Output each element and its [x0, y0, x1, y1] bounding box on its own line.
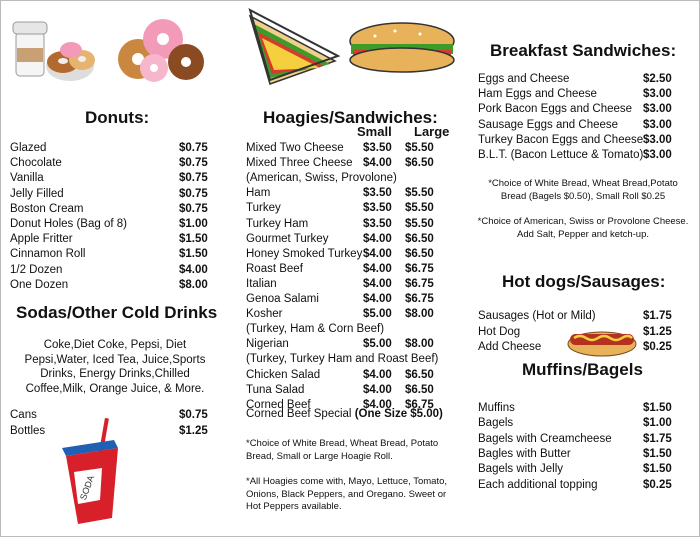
menu-item-name: B.L.T. (Bacon Lettuce & Tomato) [478, 149, 644, 161]
menu-item-name: Bagels with Jelly [478, 463, 564, 476]
menu-item [478, 478, 672, 493]
menu-item-price: $0.75 [179, 142, 208, 154]
menu-item [10, 424, 208, 439]
menu-item [246, 247, 434, 262]
menu-item [478, 102, 672, 117]
menu-item [246, 171, 397, 186]
menu-item-price: $3.00 [643, 149, 672, 161]
soda-cup-label: SODA [77, 473, 97, 502]
hoagie-special [246, 407, 443, 422]
menu-item-name: Bagels with Creamcheese [478, 432, 612, 445]
menu-item-large: $8.00 [405, 308, 434, 321]
menu-item-small: $4.00 [363, 232, 392, 245]
menu-item [246, 292, 434, 307]
menu-item-price: $4.00 [179, 263, 208, 276]
menu-item-price: $0.75 [179, 157, 208, 170]
menu-item-name: Roast Beef [246, 262, 303, 275]
menu-item [478, 148, 672, 163]
menu-item-name: Donut Holes (Bag of 8) [10, 218, 127, 230]
hotdog-icon [566, 322, 638, 360]
menu-item-small: $3.50 [363, 217, 392, 230]
menu-item-small: $4.00 [363, 157, 392, 170]
menu-item-name: Italian [246, 277, 277, 290]
menu-item-name: Honey Smoked Turkey [246, 247, 363, 260]
menu-item [246, 186, 434, 201]
menu-item-name: Chocolate [10, 157, 62, 170]
menu-item [246, 262, 434, 277]
sandwich-icon [240, 6, 345, 88]
menu-item-large: $6.50 [405, 247, 434, 260]
menu-item-large: $6.75 [405, 262, 434, 275]
menu-item-price: $1.50 [643, 402, 672, 414]
menu-item-small: $4.00 [363, 277, 392, 290]
menu-item-name: Add Cheese [478, 341, 542, 353]
menu-item-name: Mixed Three Cheese [246, 157, 353, 170]
sodas-title: Sodas/Other Cold Drinks [16, 303, 218, 322]
menu-item [10, 278, 208, 293]
coffee-donut-icon [8, 14, 98, 86]
menu-item [478, 432, 672, 447]
menu-item [246, 201, 434, 216]
hoagie-special-name: Corned Beef Special [246, 408, 355, 420]
menu-item-name: Each additional topping [478, 478, 598, 491]
menu-item-price: $1.25 [179, 424, 208, 437]
menu-item-name: Hot Dog [478, 325, 521, 338]
menu-item [10, 171, 208, 186]
menu-item-price: $3.00 [643, 133, 672, 146]
menu-item-price: $1.50 [643, 447, 672, 460]
menu-item [246, 368, 434, 383]
menu-item [478, 340, 672, 355]
donuts-icon [108, 14, 208, 86]
menu-item-large: $6.50 [405, 383, 434, 396]
menu-item [10, 156, 208, 171]
muffins-title: Muffins/Bagels [522, 360, 643, 379]
menu-item-name: Turkey Ham [246, 217, 309, 230]
menu-item-price: $1.75 [643, 310, 672, 322]
menu-item-small: $4.00 [363, 383, 392, 396]
menu-item-price: $0.75 [179, 409, 208, 421]
menu-item-name: Bagels [478, 417, 514, 430]
menu-item-small: $5.00 [363, 308, 392, 321]
menu-item [10, 408, 208, 423]
menu-item [10, 187, 208, 202]
menu-item-price: $1.50 [179, 248, 208, 261]
menu-item-name: (Turkey, Ham & Corn Beef) [246, 323, 385, 336]
menu-item [246, 217, 434, 232]
menu-item [246, 141, 434, 156]
menu-item-small: $4.00 [363, 368, 392, 381]
menu-item-name: Pork Bacon Eggs and Cheese [478, 103, 633, 116]
menu-item-large: $6.75 [405, 398, 434, 411]
menu-item [478, 447, 672, 462]
menu-item-name: Jelly Filled [10, 187, 64, 200]
menu-item-price: $1.50 [179, 233, 208, 246]
menu-item-name: Ham Eggs and Cheese [478, 88, 597, 101]
menu-item [246, 337, 434, 352]
menu-item-name: Glazed [10, 142, 47, 154]
breakfast-bread-note: *Choice of White Bread, Wheat Bread,Potato Bread (Bagels $0.50), Small Roll $0.25 [488, 178, 678, 202]
hoagies-small-header: Small [357, 124, 392, 139]
hoagies-bread-note: *Choice of White Bread, Wheat Bread, Potato Bread, Small or Large Hoagie Roll. [246, 438, 439, 462]
menu-item-name: Corned Beef [246, 398, 311, 411]
menu-item [478, 118, 672, 133]
menu-item-name: Chicken Salad [246, 368, 321, 381]
menu-item-price: $8.00 [179, 278, 208, 291]
menu-item-large: $5.50 [405, 187, 434, 200]
menu-item [478, 87, 672, 102]
menu-item [246, 383, 434, 398]
menu-item-name: Sausages (Hot or Mild) [478, 310, 596, 322]
menu-item [478, 133, 672, 148]
menu-item-name: Bottles [10, 424, 46, 437]
menu-item-name: Mixed Two Cheese [246, 142, 344, 154]
menu-item-price: $3.00 [643, 118, 672, 131]
menu-item [478, 72, 672, 87]
menu-item-name: Muffins [478, 402, 515, 414]
menu-item-name: Eggs and Cheese [478, 73, 570, 85]
menu-item [246, 156, 434, 171]
menu-item [10, 202, 208, 217]
menu-item-small: $4.00 [363, 398, 392, 411]
menu-item-large: $6.50 [405, 368, 434, 381]
menu-item-price: $0.25 [643, 341, 672, 353]
menu-item [246, 277, 434, 292]
menu-item-price: $1.25 [643, 325, 672, 338]
menu-item-name: (Turkey, Turkey Ham and Roast Beef) [246, 353, 439, 366]
breakfast-cheese-note: *Choice of American, Swiss or Provolone Cheese. Add Salt, Pepper and ketch-up. [477, 216, 689, 240]
menu-item-price: $1.50 [643, 463, 672, 476]
hoagies-title: Hoagies/Sandwiches: [263, 108, 438, 127]
menu-item [478, 416, 672, 431]
menu-item-large: $5.50 [405, 142, 434, 154]
menu-item-small: $3.50 [363, 187, 392, 200]
menu-item-name: (American, Swiss, Provolone) [246, 172, 397, 185]
menu-item-name: Kosher [246, 308, 283, 321]
menu-item [478, 325, 672, 340]
donuts-title: Donuts: [85, 108, 150, 127]
menu-item-name: Boston Cream [10, 202, 84, 215]
menu-item-name: Turkey [246, 202, 281, 215]
sub-sandwich-icon [345, 16, 460, 78]
menu-item [246, 322, 384, 337]
menu-item-large: $6.75 [405, 293, 434, 305]
hoagies-toppings-note: *All Hoagies come with, Mayo, Lettuce, Tomato, Onions, Black Peppers, and Oregano. Sweet or Hot Peppers available. [246, 476, 448, 512]
menu-item-name: Tuna Salad [246, 383, 305, 396]
menu-item-name: Apple Fritter [10, 233, 73, 246]
menu-item [10, 232, 208, 247]
breakfast-title: Breakfast Sandwiches: [490, 41, 677, 60]
menu-item-price: $1.75 [643, 432, 672, 445]
menu-item-name: Cinnamon Roll [10, 248, 86, 261]
menu-item-name: Ham [246, 187, 271, 200]
hoagie-special-price: (One Size $5.00) [354, 408, 443, 420]
menu-item-name: 1/2 Dozen [10, 263, 63, 276]
menu-item [478, 309, 672, 324]
menu-item-small: $3.50 [363, 202, 392, 215]
menu-item-large: $6.75 [405, 277, 434, 290]
sodas-description: Coke,Diet Coke, Pepsi, Diet Pepsi,Water, Iced Tea, Juice,Sports Drinks, Energy Drinks,Chilled Coffee,Milk, Orange Juice, & More. [24, 339, 206, 395]
menu-item [246, 232, 434, 247]
menu-item-price: $1.00 [643, 417, 672, 430]
menu-item-price: $0.25 [643, 478, 672, 491]
menu-item-large: $8.00 [405, 338, 434, 351]
menu-item-name: One Dozen [10, 278, 69, 291]
menu-item-name: Vanilla [10, 172, 44, 185]
menu-item-large: $6.50 [405, 157, 434, 170]
menu-item-large: $5.50 [405, 202, 434, 215]
menu-item-name: Bagles with Butter [478, 447, 571, 460]
menu-item-name: Genoa Salami [246, 293, 319, 305]
menu-item-small: $4.00 [363, 262, 392, 275]
menu-item-price: $0.75 [179, 202, 208, 215]
menu-item [478, 462, 672, 477]
menu-item [10, 217, 208, 232]
menu-item [246, 307, 434, 322]
menu-item-small: $4.00 [363, 247, 392, 260]
menu-item-large: $5.50 [405, 217, 434, 230]
menu-item [478, 401, 672, 416]
soda-cup-icon [52, 418, 132, 530]
menu-item [246, 352, 438, 367]
menu-item-price: $0.75 [179, 172, 208, 185]
menu-item-price: $3.00 [643, 88, 672, 101]
menu-item-price: $1.00 [179, 218, 208, 230]
menu-item [10, 141, 208, 156]
menu-item-price: $3.00 [643, 103, 672, 116]
menu-item-name: Turkey Bacon Eggs and Cheese [478, 133, 644, 146]
menu-item [10, 247, 208, 262]
menu-item-small: $3.50 [363, 142, 392, 154]
menu-item-name: Sausage Eggs and Cheese [478, 118, 619, 131]
menu-item-large: $6.50 [405, 232, 434, 245]
menu-item-price: $2.50 [643, 73, 672, 85]
menu-item-name: Nigerian [246, 338, 289, 351]
hotdogs-title: Hot dogs/Sausages: [502, 272, 666, 291]
menu-item-name: Gourmet Turkey [246, 232, 329, 245]
menu-item-small: $4.00 [363, 293, 392, 305]
menu-item-name: Cans [10, 409, 37, 421]
hoagies-large-header: Large [414, 124, 450, 139]
menu-item-price: $0.75 [179, 187, 208, 200]
menu-item [10, 263, 208, 278]
menu-item-small: $5.00 [363, 338, 392, 351]
